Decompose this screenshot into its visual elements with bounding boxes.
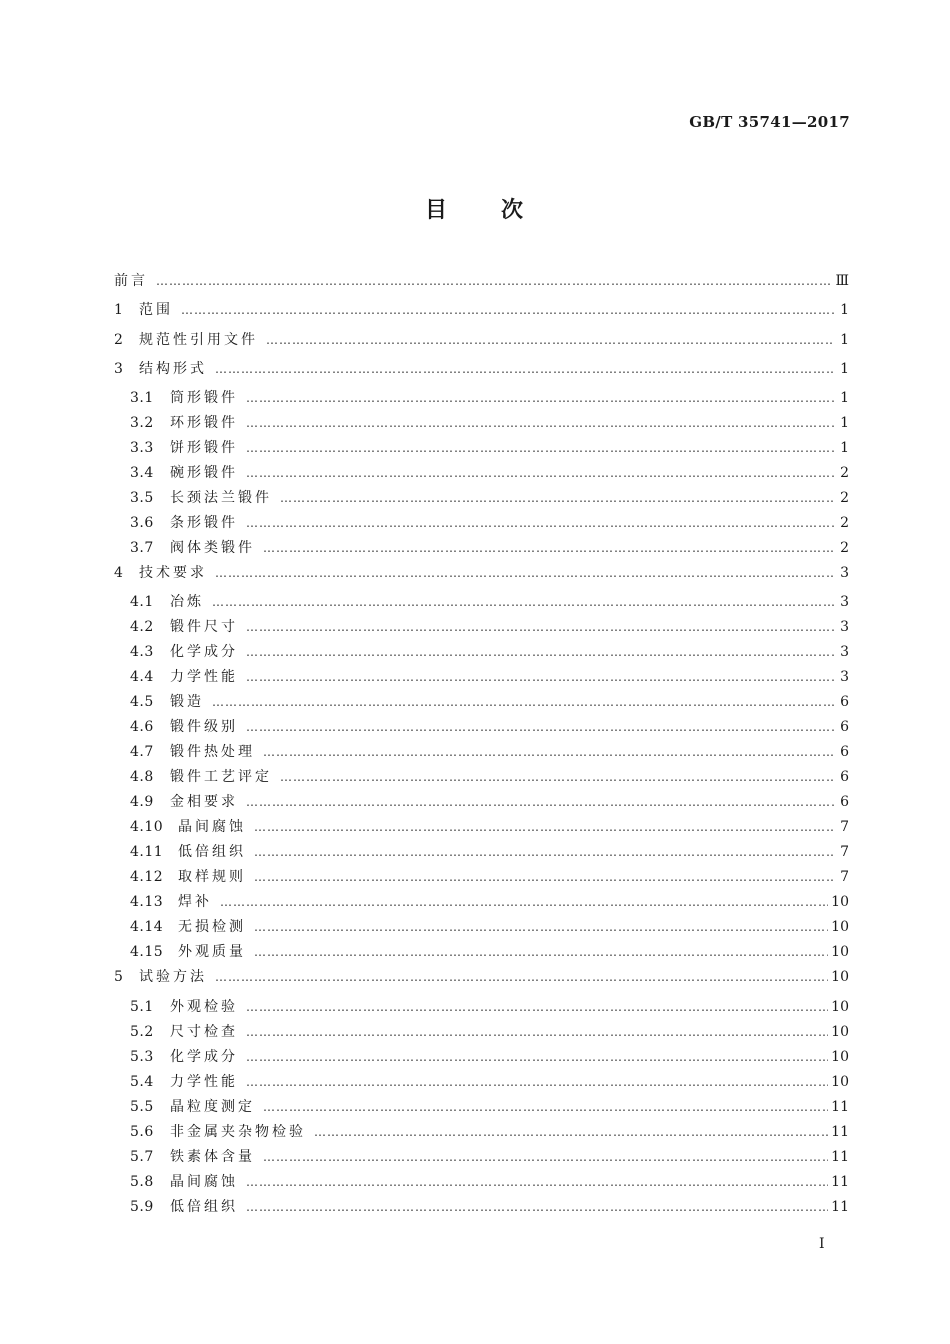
toc-entry-label: 锻件热处理	[170, 744, 255, 761]
toc-entry-page: 11	[831, 1148, 849, 1165]
toc-entry[interactable]	[114, 891, 849, 916]
toc-entry[interactable]	[114, 270, 849, 299]
toc-entry-label: 铁素体含量	[170, 1148, 255, 1165]
table-of-contents	[114, 270, 849, 1221]
toc-entry[interactable]	[114, 412, 849, 437]
dot-leader	[246, 441, 834, 455]
toc-entry-page: 3	[840, 669, 849, 686]
toc-entry[interactable]	[114, 616, 849, 641]
dot-leader	[266, 333, 834, 347]
toc-entry-number: 4.9	[130, 794, 154, 811]
dot-leader	[246, 1200, 828, 1214]
toc-entry-number: 3.2	[130, 415, 154, 432]
toc-entry[interactable]	[114, 791, 849, 816]
toc-entry-page: 1	[840, 360, 849, 377]
toc-entry-page: 10	[831, 998, 849, 1015]
toc-entry-number: 3.6	[130, 515, 154, 532]
toc-entry-page: 1	[840, 390, 849, 407]
toc-entry-page: 11	[831, 1198, 849, 1215]
toc-entry-number: 3	[114, 360, 124, 377]
toc-entry-label: 范围	[139, 302, 173, 319]
dot-leader	[246, 720, 834, 734]
toc-entry[interactable]	[114, 741, 849, 766]
toc-entry-page: 1	[840, 302, 849, 319]
title-char-2: 次	[501, 198, 526, 223]
toc-entry-number: 5.1	[130, 998, 154, 1015]
toc-entry-page: 3	[840, 565, 849, 582]
toc-entry-page: 2	[840, 540, 849, 557]
toc-entry-number: 3.4	[130, 465, 154, 482]
toc-entry[interactable]	[114, 329, 849, 358]
dot-leader	[254, 945, 828, 959]
dot-leader	[246, 466, 834, 480]
toc-entry-label: 取样规则	[178, 869, 246, 886]
toc-entry[interactable]	[114, 591, 849, 616]
dot-leader	[263, 745, 834, 759]
toc-entry-page: 10	[831, 1073, 849, 1090]
dot-leader	[263, 541, 834, 555]
toc-entry[interactable]	[114, 1046, 849, 1071]
toc-entry-page: 3	[840, 644, 849, 661]
toc-entry[interactable]	[114, 1021, 849, 1046]
dot-leader	[263, 1150, 828, 1164]
toc-entry[interactable]	[114, 487, 849, 512]
dot-leader	[246, 1175, 828, 1189]
toc-entry[interactable]	[114, 387, 849, 412]
toc-entry-page: 6	[840, 719, 849, 736]
toc-entry-label: 尺寸检查	[170, 1023, 238, 1040]
toc-entry-label: 试验方法	[139, 969, 207, 986]
toc-entry[interactable]	[114, 462, 849, 487]
toc-entry-label: 锻件尺寸	[170, 619, 238, 636]
toc-entry-number: 5.8	[130, 1173, 154, 1190]
toc-entry-page: 2	[840, 515, 849, 532]
toc-entry-page: 6	[840, 769, 849, 786]
toc-entry[interactable]	[114, 866, 849, 891]
toc-entry-number: 5.9	[130, 1198, 154, 1215]
toc-entry-number: 3.5	[130, 490, 154, 507]
toc-entry-label: 低倍组织	[170, 1198, 238, 1215]
toc-entry-number: 5	[114, 969, 124, 986]
toc-entry-label: 碗形锻件	[170, 465, 238, 482]
toc-entry-page: 1	[840, 440, 849, 457]
dot-leader	[246, 1050, 828, 1064]
toc-entry-number: 4.8	[130, 769, 154, 786]
toc-entry[interactable]	[114, 1146, 849, 1171]
toc-entry-page: 7	[840, 869, 849, 886]
toc-entry-number: 4.1	[130, 594, 154, 611]
toc-entry-label: 力学性能	[170, 669, 238, 686]
toc-entry[interactable]	[114, 1096, 849, 1121]
toc-entry-number: 4.6	[130, 719, 154, 736]
toc-entry-page: 7	[840, 819, 849, 836]
toc-entry-label: 技术要求	[139, 565, 207, 582]
toc-entry[interactable]	[114, 299, 849, 328]
toc-entry-label: 环形锻件	[170, 415, 238, 432]
dot-leader	[263, 1100, 828, 1114]
toc-entry-number: 3.7	[130, 540, 154, 557]
dot-leader	[254, 845, 834, 859]
toc-entry-label: 外观质量	[178, 944, 246, 961]
toc-entry[interactable]	[114, 841, 849, 866]
toc-entry-number: 5.4	[130, 1073, 154, 1090]
toc-entry-label: 低倍组织	[178, 844, 246, 861]
toc-entry[interactable]	[114, 996, 849, 1021]
toc-entry-number: 5.2	[130, 1023, 154, 1040]
toc-entry[interactable]	[114, 966, 849, 995]
toc-entry-label: 冶炼	[170, 594, 204, 611]
dot-leader	[254, 920, 828, 934]
toc-entry-number: 1	[114, 302, 124, 319]
dot-leader	[280, 770, 834, 784]
dot-leader	[156, 274, 832, 288]
toc-entry[interactable]	[114, 1196, 849, 1221]
toc-entry-label: 力学性能	[170, 1073, 238, 1090]
toc-entry-number: 4.5	[130, 694, 154, 711]
toc-entry-page: 2	[840, 465, 849, 482]
toc-entry[interactable]	[114, 641, 849, 666]
dot-leader	[246, 391, 834, 405]
dot-leader	[254, 820, 834, 834]
toc-entry-page: 10	[831, 1023, 849, 1040]
toc-entry-page: 2	[840, 490, 849, 507]
toc-entry-number: 4.11	[130, 844, 164, 861]
toc-entry-number: 2	[114, 331, 124, 348]
toc-entry-label: 饼形锻件	[170, 440, 238, 457]
toc-entry-number: 4.2	[130, 619, 154, 636]
toc-entry-label: 阀体类锻件	[170, 540, 255, 557]
toc-entry-number: 4.10	[130, 819, 164, 836]
toc-entry-label: 锻造	[170, 694, 204, 711]
toc-entry-page: 6	[840, 744, 849, 761]
dot-leader	[212, 695, 834, 709]
toc-entry-page: 3	[840, 619, 849, 636]
toc-entry-label: 规范性引用文件	[139, 331, 258, 348]
toc-entry[interactable]	[114, 537, 849, 562]
footer-page-number: I	[819, 1236, 825, 1252]
toc-entry-label: 晶间腐蚀	[178, 819, 246, 836]
toc-entry-number: 4.4	[130, 669, 154, 686]
toc-entry-number: 5.3	[130, 1048, 154, 1065]
toc-entry[interactable]	[114, 562, 849, 591]
dot-leader	[212, 595, 834, 609]
toc-entry[interactable]	[114, 1071, 849, 1096]
toc-entry-page: 11	[831, 1123, 849, 1140]
toc-entry-page: 10	[831, 969, 849, 986]
toc-entry-label: 长颈法兰锻件	[170, 490, 272, 507]
dot-leader	[246, 645, 834, 659]
toc-entry-label: 化学成分	[170, 1048, 238, 1065]
toc-entry-label: 前言	[114, 273, 148, 289]
standard-number: GB/T 35741—2017	[689, 113, 850, 131]
toc-entry-number: 3.3	[130, 440, 154, 457]
toc-entry-number: 5.7	[130, 1148, 154, 1165]
page-title	[0, 193, 950, 224]
dot-leader	[246, 620, 834, 634]
toc-entry[interactable]	[114, 916, 849, 941]
toc-entry[interactable]	[114, 766, 849, 791]
toc-entry-page: 3	[840, 594, 849, 611]
dot-leader	[181, 303, 834, 317]
dot-leader	[246, 1000, 828, 1014]
toc-entry[interactable]	[114, 666, 849, 691]
toc-entry-page: 6	[840, 694, 849, 711]
toc-entry-label: 外观检验	[170, 998, 238, 1015]
toc-entry-number: 3.1	[130, 390, 154, 407]
toc-entry-label: 锻件工艺评定	[170, 769, 272, 786]
dot-leader	[254, 870, 834, 884]
toc-entry-number: 4.12	[130, 869, 164, 886]
toc-entry-number: 4	[114, 565, 124, 582]
dot-leader	[246, 670, 834, 684]
toc-entry-label: 条形锻件	[170, 515, 238, 532]
toc-entry-number: 5.5	[130, 1098, 154, 1115]
toc-entry[interactable]	[114, 512, 849, 537]
toc-entry[interactable]	[114, 941, 849, 966]
toc-entry-label: 无损检测	[178, 919, 246, 936]
toc-entry[interactable]	[114, 816, 849, 841]
dot-leader	[220, 895, 828, 909]
dot-leader	[246, 416, 834, 430]
dot-leader	[280, 491, 834, 505]
toc-entry-number: 5.6	[130, 1123, 154, 1140]
dot-leader	[246, 795, 834, 809]
toc-entry[interactable]	[114, 358, 849, 387]
dot-leader	[246, 1025, 828, 1039]
toc-entry-number: 4.7	[130, 744, 154, 761]
title-char-1: 目	[424, 198, 449, 223]
toc-entry-page: 10	[831, 944, 849, 961]
toc-entry-page: 1	[840, 415, 849, 432]
dot-leader	[246, 516, 834, 530]
toc-entry-page: 7	[840, 844, 849, 861]
dot-leader	[215, 566, 834, 580]
dot-leader	[314, 1125, 828, 1139]
toc-entry-label: 锻件级别	[170, 719, 238, 736]
dot-leader	[215, 362, 834, 376]
toc-entry-page: 11	[831, 1173, 849, 1190]
toc-entry-label: 非金属夹杂物检验	[170, 1123, 306, 1140]
toc-entry-label: 筒形锻件	[170, 390, 238, 407]
dot-leader	[215, 970, 828, 984]
toc-entry-label: 晶粒度测定	[170, 1098, 255, 1115]
toc-entry-page: 10	[831, 919, 849, 936]
toc-entry[interactable]	[114, 1121, 849, 1146]
toc-entry[interactable]	[114, 691, 849, 716]
toc-entry-number: 4.13	[130, 894, 164, 911]
toc-entry-page: 6	[840, 794, 849, 811]
toc-entry-number: 4.15	[130, 944, 164, 961]
toc-entry-label: 金相要求	[170, 794, 238, 811]
toc-entry[interactable]	[114, 1171, 849, 1196]
dot-leader	[246, 1075, 828, 1089]
toc-entry-page: 10	[831, 894, 849, 911]
toc-entry-page: Ⅲ	[835, 273, 849, 289]
toc-entry[interactable]	[114, 437, 849, 462]
toc-entry-label: 结构形式	[139, 360, 207, 377]
toc-entry-label: 晶间腐蚀	[170, 1173, 238, 1190]
toc-entry-number: 4.3	[130, 644, 154, 661]
toc-entry[interactable]	[114, 716, 849, 741]
toc-entry-label: 焊补	[178, 894, 212, 911]
toc-entry-page: 10	[831, 1048, 849, 1065]
toc-entry-number: 4.14	[130, 919, 164, 936]
toc-entry-label: 化学成分	[170, 644, 238, 661]
toc-entry-page: 1	[840, 331, 849, 348]
toc-entry-page: 11	[831, 1098, 849, 1115]
